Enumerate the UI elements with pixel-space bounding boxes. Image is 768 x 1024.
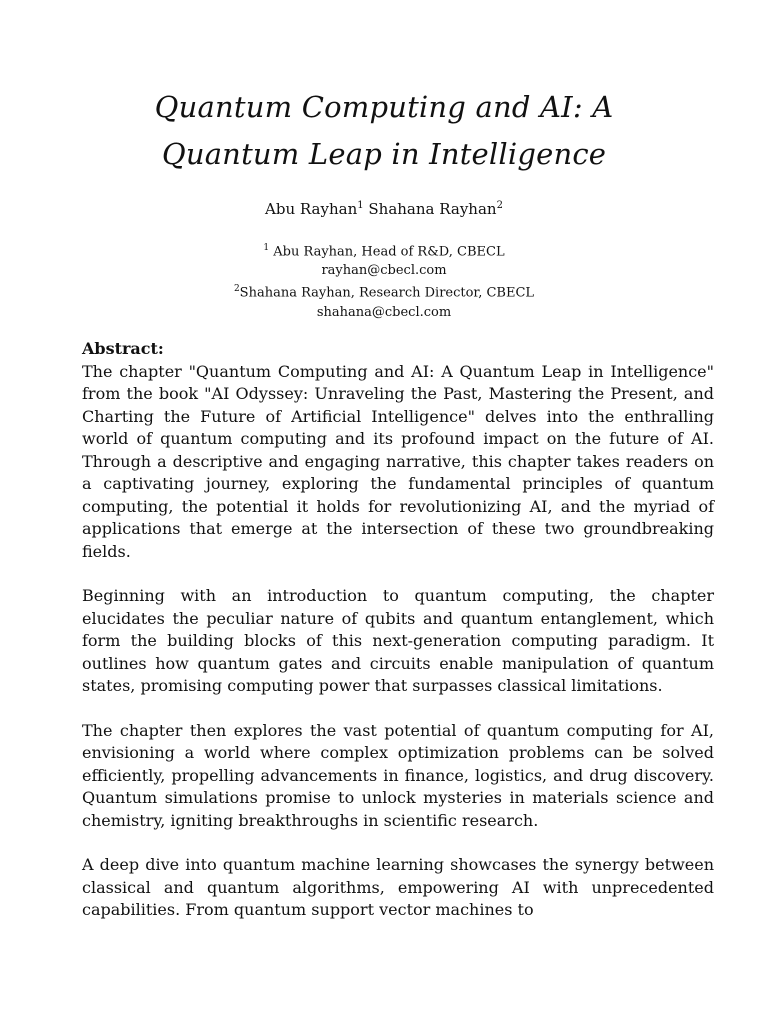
- author-1-sup: 1: [357, 200, 364, 211]
- affiliation-text: Shahana Rayhan, Research Director, CBECL: [239, 285, 535, 301]
- affiliations: [0, 239, 768, 322]
- paragraph-text: The chapter "Quantum Computing and AI: A Quantum Leap in Intelligence" from the book "AI Odyssey: Unraveling the Past, Mastering the Present, and Charting the Future of Artificial Intelligence" delves into the enthralling world of quantum computing and its profound impact on the future of AI. Through a descriptive and engaging narrative, this chapter takes readers on a captivating journey, exploring the fundamental principles of quantum computing, the potential it holds for revolutionizing AI, and the myriad of applications that emerge at the intersection of these two groundbreaking fields.: [82, 361, 714, 561]
- body-paragraph: The chapter then explores the vast potential of quantum computing for AI, envisioning a world where complex optimization problems can be solved efficiently, propelling advancements in finance, logistics, and drug discovery. Quantum simulations promise to unlock mysteries in materials science and chemistry, igniting breakthroughs in scientific research.: [82, 720, 714, 830]
- paper-title: [40, 84, 728, 178]
- author-2-name: Shahana Rayhan: [368, 200, 497, 218]
- body-paragraph: A deep dive into quantum machine learning showcases the synergy between classical and quantum algorithms, empowering AI with unprecedented capabilities. From quantum support vector machines to: [82, 855, 714, 919]
- affiliation-sup: 2: [233, 284, 240, 295]
- author-1-name: Abu Rayhan: [265, 200, 358, 218]
- author-list: [0, 195, 768, 220]
- abstract-paragraph: [82, 338, 714, 563]
- affiliation-sup: 1: [263, 243, 270, 253]
- affiliation-text: shahana@cbecl.com: [316, 304, 452, 320]
- abstract-heading: Abstract:: [82, 339, 164, 358]
- title-line-2: Quantum Leap in Intelligence: [161, 137, 607, 171]
- affiliation-text: rayhan@cbecl.com: [321, 263, 447, 279]
- title-line-1: Quantum Computing and AI: A: [154, 90, 614, 124]
- affiliation-text: Abu Rayhan, Head of R&D, CBECL: [269, 244, 505, 260]
- affiliation-line: [0, 280, 768, 302]
- body-paragraph: Beginning with an introduction to quantum computing, the chapter elucidates the peculiar nature of qubits and quantum entanglement, which form the building blocks of this next-generation computing paradigm. It outlines how quantum gates and circuits enable manipulation of quantum states, promising computing power that surpasses classical limitations.: [82, 586, 714, 695]
- affiliation-email: [0, 261, 768, 280]
- abstract-body: [82, 338, 714, 944]
- affiliation-email: [0, 303, 768, 322]
- affiliation-line: [0, 239, 768, 261]
- author-2-sup: 2: [496, 200, 503, 211]
